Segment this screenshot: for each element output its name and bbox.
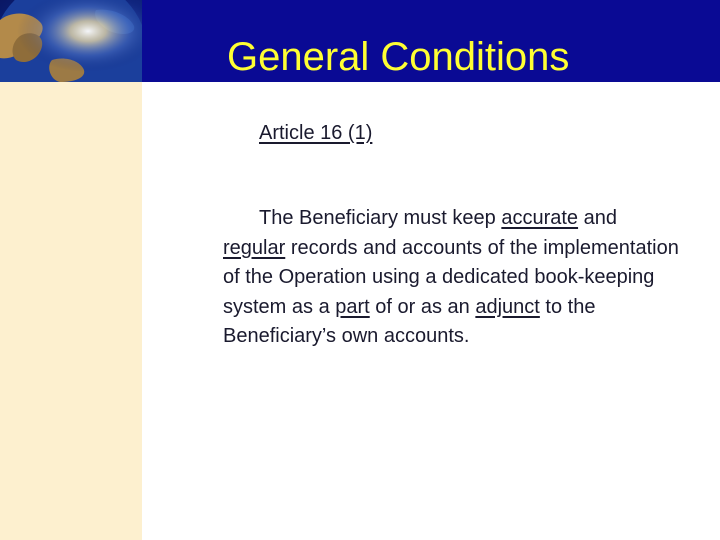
article-heading: Article 16 (1) [259,122,373,144]
body-text-segment: of or as an [369,295,476,318]
underlined-term-regular: regular [223,236,286,259]
body-text-segment: to the Beneficiary’s own accounts. [223,295,596,348]
underlined-term-accurate: accurate [501,207,579,229]
body-text-segment: The Beneficiary must keep [259,207,502,229]
body-paragraph [223,204,683,352]
underlined-term-part: part [335,295,370,318]
body-text-segment: and [578,207,617,229]
side-band [0,82,142,540]
slide-title: General Conditions [227,35,570,79]
underlined-term-adjunct: adjunct [475,295,540,318]
globe-icon [0,0,142,82]
body-text-segment: records and accounts of the implementation of the Operation using a dedicated book-keeping system as a [223,236,679,318]
